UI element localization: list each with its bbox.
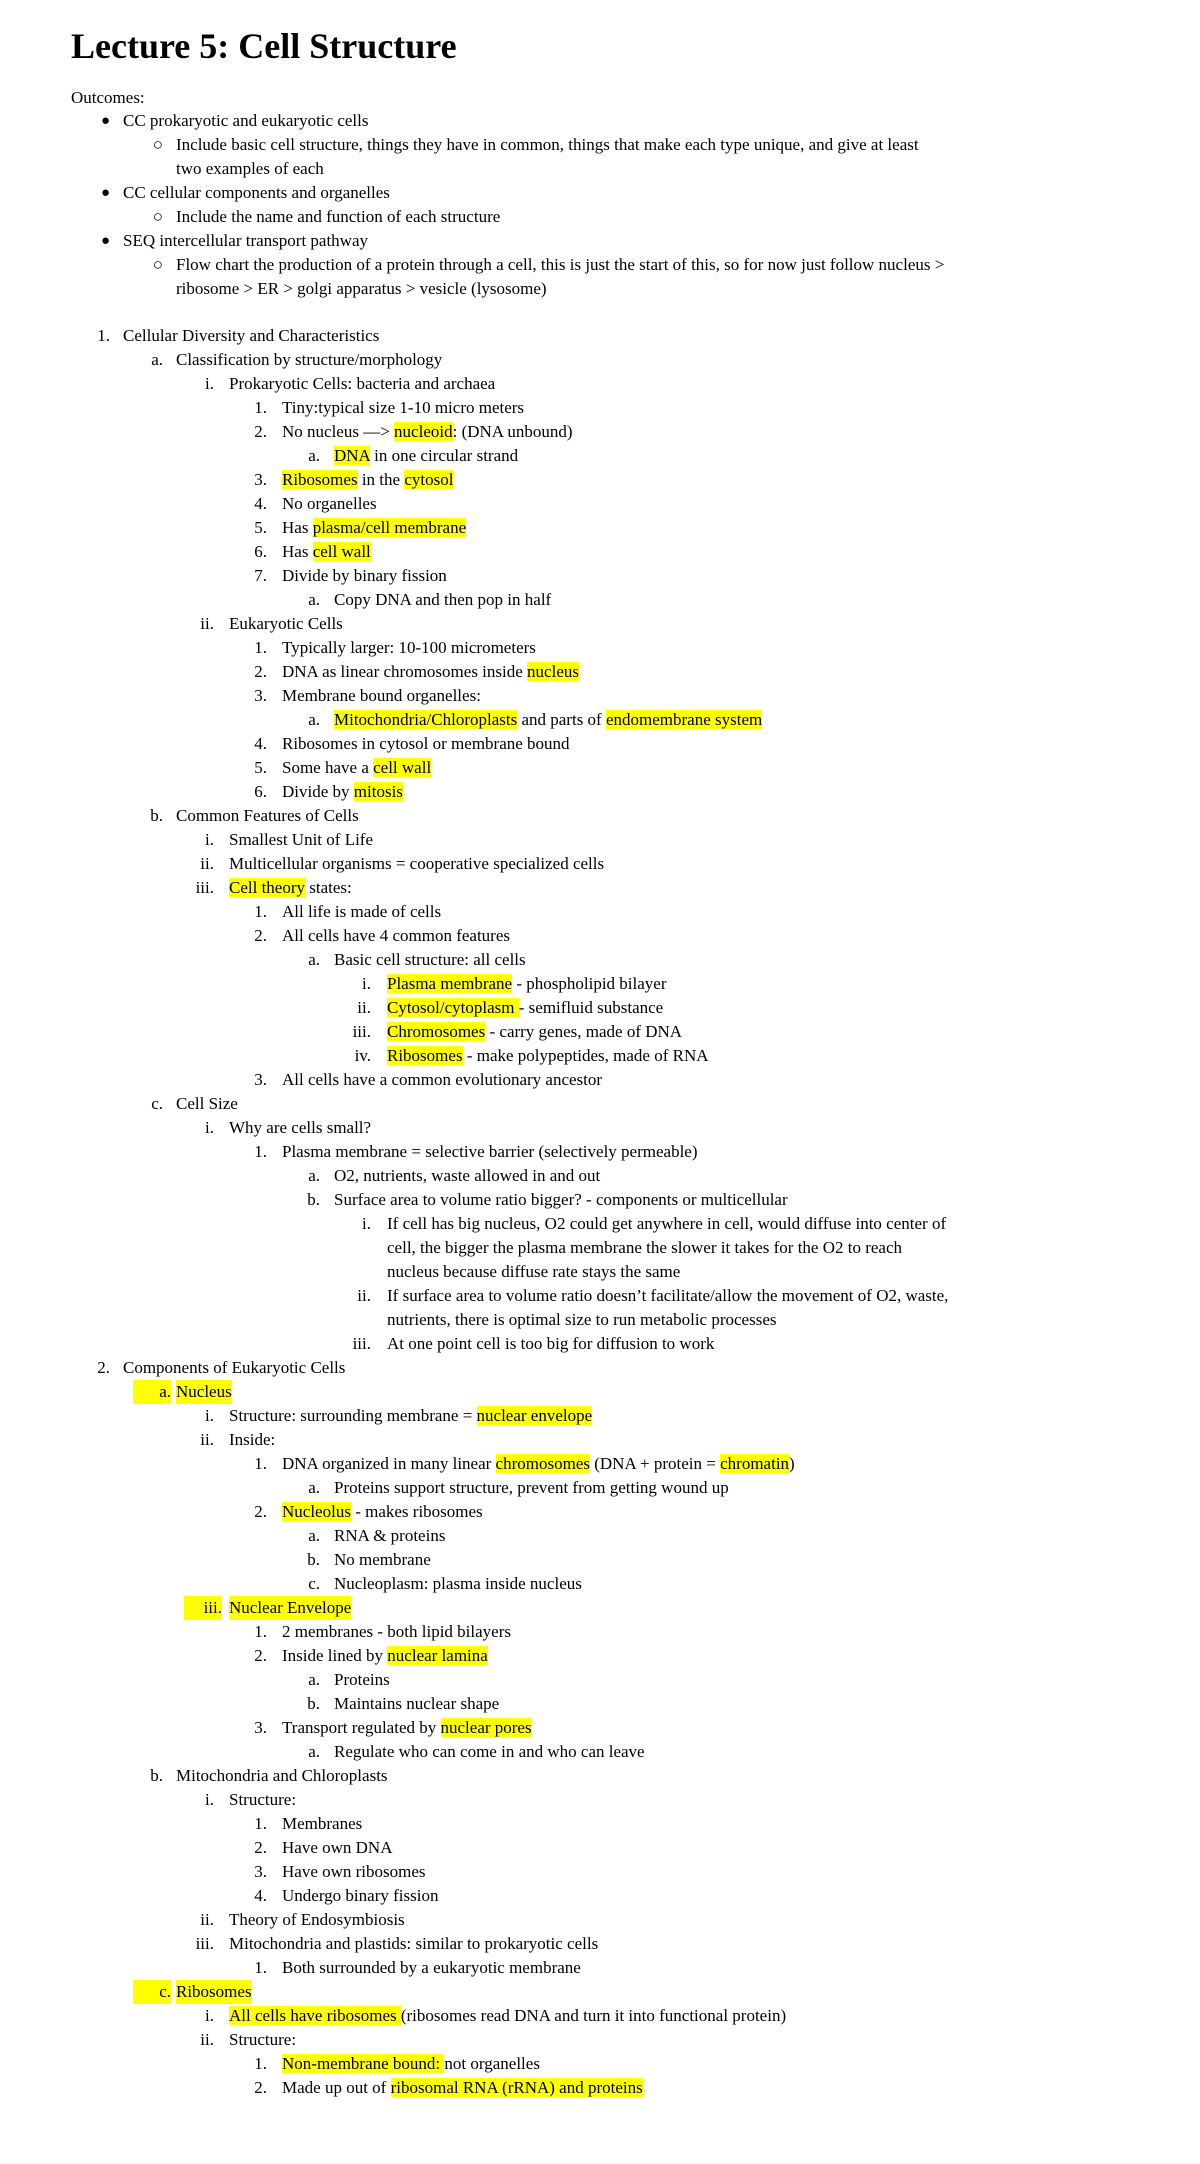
text-run: Components of Eukaryotic Cells — [123, 1358, 346, 1377]
list-marker: 3. — [254, 686, 267, 705]
list-marker: iii. — [195, 878, 214, 897]
highlighted-term: Cytosol/cytoplasm — [387, 998, 519, 1017]
text-run: and parts of — [517, 710, 606, 729]
text-run: Inside: — [229, 1430, 276, 1449]
highlighted-term: nuclear envelope — [476, 1406, 593, 1425]
list-item — [229, 1908, 405, 1932]
list-item — [229, 2028, 296, 2052]
highlighted-term: cytosol — [404, 470, 454, 489]
list-marker: a. — [308, 1670, 320, 1689]
list-item — [282, 684, 481, 708]
list-item — [282, 1860, 426, 1884]
list-item — [282, 1836, 392, 1860]
list-item — [387, 1308, 776, 1332]
list-item — [334, 708, 762, 732]
text-run: Why are cells small? — [229, 1118, 372, 1137]
list-marker: a. — [308, 1526, 320, 1545]
text-run: (ribosomes read DNA and turn it into functional protein) — [400, 2006, 787, 2025]
list-marker: a. — [308, 1166, 320, 1185]
list-item — [123, 324, 379, 348]
list-item — [282, 2052, 540, 2076]
text-run: Regulate who can come in and who can leave — [334, 1742, 645, 1761]
text-run: Nucleoplasm: plasma inside nucleus — [334, 1574, 582, 1593]
list-item — [282, 420, 573, 444]
list-item — [176, 157, 324, 181]
text-run: Maintains nuclear shape — [334, 1694, 500, 1713]
list-item — [387, 1284, 948, 1308]
list-marker: a. — [151, 350, 163, 369]
list-marker: 2. — [254, 1646, 267, 1665]
text-run: Include basic cell structure, things they have in common, things that make each type unique, and give at least — [176, 135, 919, 154]
text-run: nutrients, there is optimal size to run metabolic processes — [387, 1310, 777, 1329]
list-item — [387, 1332, 714, 1356]
text-run: RNA & proteins — [334, 1526, 446, 1545]
highlighted-term: chromosomes — [495, 1454, 590, 1473]
text-run: Membrane bound organelles: — [282, 686, 481, 705]
list-marker: b. — [150, 1766, 163, 1785]
highlighted-term: Ribosomes — [387, 1046, 463, 1065]
text-run: Undergo binary fission — [282, 1886, 439, 1905]
list-item — [176, 1092, 238, 1116]
list-marker: c. — [151, 1094, 163, 1113]
text-run: DNA as linear chromosomes inside — [282, 662, 528, 681]
highlighted-term: nuclear lamina — [387, 1646, 488, 1665]
list-item — [229, 1596, 351, 1620]
highlighted-term: Ribosomes — [282, 470, 358, 489]
list-marker: ● — [100, 113, 110, 129]
text-run: Mitochondria and plastids: similar to prokaryotic cells — [229, 1934, 599, 1953]
list-item — [334, 1668, 390, 1692]
text-run: Include the name and function of each structure — [176, 207, 501, 226]
list-item — [282, 660, 579, 684]
list-marker: 1. — [97, 326, 110, 345]
text-run: - make polypeptides, made of RNA — [462, 1046, 709, 1065]
list-marker: 1. — [254, 398, 267, 417]
text-run: O2, nutrients, waste allowed in and out — [334, 1166, 601, 1185]
highlighted-term: Plasma membrane — [387, 974, 513, 993]
highlighted-term: Chromosomes — [387, 1022, 486, 1041]
list-item — [176, 348, 442, 372]
text-run: states: — [305, 878, 352, 897]
list-marker: 7. — [254, 566, 267, 585]
list-item — [71, 86, 145, 110]
list-marker: 1. — [254, 1454, 267, 1473]
list-item — [282, 636, 536, 660]
list-marker: c. — [133, 1980, 171, 2004]
highlighted-term: nucleus — [527, 662, 579, 681]
highlighted-term: Mitochondria/Chloroplasts — [334, 710, 518, 729]
text-run: not organelles — [444, 2054, 540, 2073]
highlighted-term: endomembrane system — [605, 710, 763, 729]
list-item — [334, 1692, 499, 1716]
text-run: Membranes — [282, 1814, 363, 1833]
text-run: Structure: — [229, 1790, 297, 1809]
list-item — [387, 1236, 902, 1260]
text-run: CC cellular components and organelles — [123, 183, 390, 202]
text-run: Divide by — [282, 782, 354, 801]
highlighted-term: chromatin — [720, 1454, 790, 1473]
text-run: DNA organized in many linear — [282, 1454, 496, 1473]
list-marker: 4. — [254, 1886, 267, 1905]
text-run: If cell has big nucleus, O2 could get anywhere in cell, would diffuse into center of — [387, 1214, 947, 1233]
text-run: No nucleus —> — [282, 422, 395, 441]
text-run: Smallest Unit of Life — [229, 830, 374, 849]
highlighted-term: mitosis — [353, 782, 403, 801]
list-item — [387, 1020, 682, 1044]
highlighted-term: Non-membrane bound: — [282, 2054, 445, 2073]
text-run: SEQ intercellular transport pathway — [123, 231, 369, 250]
list-item — [229, 2004, 786, 2028]
list-marker: ii. — [357, 1286, 371, 1305]
list-item — [176, 277, 547, 301]
list-marker: ii. — [200, 1430, 214, 1449]
list-marker: a. — [308, 1742, 320, 1761]
list-item — [282, 540, 371, 564]
list-item — [282, 1644, 488, 1668]
list-marker: 2. — [254, 662, 267, 681]
list-item — [282, 1140, 698, 1164]
list-item — [176, 1764, 388, 1788]
highlighted-term: DNA — [334, 446, 370, 465]
text-run: Cellular Diversity and Characteristics — [123, 326, 380, 345]
text-run: All cells have 4 common features — [282, 926, 511, 945]
highlighted-term: ribosomal RNA (rRNA) and proteins — [390, 2078, 643, 2097]
text-run: If surface area to volume ratio doesn’t facilitate/allow the movement of O2, waste, — [387, 1286, 949, 1305]
text-run: Multicellular organisms = cooperative specialized cells — [229, 854, 605, 873]
list-marker: 2. — [97, 1358, 110, 1377]
list-item — [334, 1164, 600, 1188]
highlighted-term: cell wall — [373, 758, 432, 777]
list-item — [282, 1620, 511, 1644]
text-run: Prokaryotic Cells: bacteria and archaea — [229, 374, 496, 393]
list-marker: 1. — [254, 2054, 267, 2073]
text-run: - carry genes, made of DNA — [485, 1022, 683, 1041]
list-item — [334, 1572, 582, 1596]
list-item — [282, 780, 403, 804]
list-marker: b. — [150, 806, 163, 825]
list-marker: 4. — [254, 494, 267, 513]
list-marker: 6. — [254, 782, 267, 801]
text-run: Proteins support structure, prevent from getting wound up — [334, 1478, 729, 1497]
text-run: Outcomes: — [71, 88, 145, 107]
list-marker: i. — [205, 374, 214, 393]
text-run: Common Features of Cells — [176, 806, 359, 825]
text-run: 2 membranes - both lipid bilayers — [282, 1622, 511, 1641]
list-item — [334, 444, 518, 468]
text-run: Copy DNA and then pop in half — [334, 590, 552, 609]
list-marker: 2. — [254, 1838, 267, 1857]
list-item — [282, 1956, 581, 1980]
list-item — [282, 1500, 483, 1524]
list-marker: i. — [362, 974, 371, 993]
list-item — [176, 1380, 232, 1404]
list-marker: 3. — [254, 1718, 267, 1737]
highlighted-term: Nucleolus — [282, 1502, 351, 1521]
list-item — [229, 1404, 592, 1428]
list-item — [282, 468, 453, 492]
list-marker: b. — [307, 1550, 320, 1569]
text-run: Plasma membrane = selective barrier (selectively permeable) — [282, 1142, 698, 1161]
list-item — [229, 612, 343, 636]
list-item — [282, 396, 524, 420]
list-marker: ii. — [200, 1910, 214, 1929]
highlighted-term: cell wall — [312, 542, 371, 561]
text-run: Surface area to volume ratio bigger? - components or multicellular — [334, 1190, 788, 1209]
text-run: Have own DNA — [282, 1838, 393, 1857]
text-run: ribosome > ER > golgi apparatus > vesicle (lysosome) — [176, 279, 547, 298]
text-run: Some have a — [282, 758, 374, 777]
list-item — [176, 205, 500, 229]
text-run: All cells have a common evolutionary ancestor — [282, 1070, 603, 1089]
highlighted-term: plasma/cell membrane — [312, 518, 467, 537]
list-item — [176, 133, 919, 157]
text-run: Made up out of — [282, 2078, 391, 2097]
list-marker: 3. — [254, 1070, 267, 1089]
list-marker: ii. — [357, 998, 371, 1017]
text-run: - semifluid substance — [518, 998, 664, 1017]
list-item — [387, 1212, 946, 1236]
list-marker: iii. — [184, 1596, 222, 1620]
text-run: Have own ribosomes — [282, 1862, 426, 1881]
list-marker: 3. — [254, 1862, 267, 1881]
text-run: in the — [357, 470, 405, 489]
text-run: : (DNA unbound) — [452, 422, 573, 441]
list-item — [229, 876, 352, 900]
list-item — [282, 732, 570, 756]
text-run: in one circular strand — [369, 446, 519, 465]
list-item — [282, 2076, 643, 2100]
list-marker: iii. — [352, 1334, 371, 1353]
list-marker: 1. — [254, 1142, 267, 1161]
list-item — [229, 828, 373, 852]
list-item — [176, 804, 359, 828]
list-marker: 2. — [254, 1502, 267, 1521]
list-item — [282, 1068, 602, 1092]
list-marker: i. — [205, 1118, 214, 1137]
list-marker: b. — [307, 1190, 320, 1209]
list-item — [334, 1188, 788, 1212]
list-item — [334, 1548, 431, 1572]
list-item — [387, 1044, 709, 1068]
list-item — [282, 492, 377, 516]
list-item — [123, 181, 390, 205]
list-item — [282, 1452, 795, 1476]
text-run: - makes ribosomes — [350, 1502, 483, 1521]
list-item — [229, 852, 604, 876]
list-marker: ● — [100, 185, 110, 201]
list-marker: b. — [307, 1694, 320, 1713]
list-marker: ii. — [200, 614, 214, 633]
list-marker: 2. — [254, 2078, 267, 2097]
list-item — [282, 564, 447, 588]
list-marker: iii. — [352, 1022, 371, 1041]
list-marker: iii. — [195, 1934, 214, 1953]
list-marker: ii. — [200, 2030, 214, 2049]
text-run: Has — [282, 542, 313, 561]
list-marker: 1. — [254, 1622, 267, 1641]
list-marker: iv. — [354, 1046, 371, 1065]
text-run: Has — [282, 518, 313, 537]
list-item — [123, 229, 368, 253]
list-item — [123, 1356, 345, 1380]
text-run: No membrane — [334, 1550, 431, 1569]
list-marker: ii. — [200, 854, 214, 873]
list-item — [334, 948, 526, 972]
text-run: Theory of Endosymbiosis — [229, 1910, 405, 1929]
text-run: nucleus because diffuse rate stays the same — [387, 1262, 681, 1281]
text-run: cell, the bigger the plasma membrane the slower it takes for the O2 to reach — [387, 1238, 903, 1257]
list-item — [387, 996, 663, 1020]
list-item — [123, 109, 368, 133]
text-run: No organelles — [282, 494, 377, 513]
text-run: All life is made of cells — [282, 902, 442, 921]
list-item — [282, 516, 466, 540]
text-run: Structure: surrounding membrane = — [229, 1406, 477, 1425]
list-marker: ○ — [152, 135, 163, 154]
text-run: Structure: — [229, 2030, 297, 2049]
list-marker: 5. — [254, 518, 267, 537]
list-marker: i. — [205, 830, 214, 849]
text-run: Tiny:typical size 1-10 micro meters — [282, 398, 525, 417]
text-run: Typically larger: 10-100 micrometers — [282, 638, 536, 657]
list-marker: 2. — [254, 422, 267, 441]
list-item — [282, 1812, 362, 1836]
list-item — [282, 1716, 532, 1740]
highlighted-term: Cell theory — [229, 878, 306, 897]
list-marker: 6. — [254, 542, 267, 561]
list-marker: i. — [362, 1214, 371, 1233]
list-item — [282, 900, 441, 924]
text-run: - phospholipid bilayer — [512, 974, 667, 993]
page-title: Lecture 5: Cell Structure — [71, 26, 457, 66]
list-marker: 4. — [254, 734, 267, 753]
list-marker: a. — [133, 1380, 171, 1404]
text-run: two examples of each — [176, 159, 324, 178]
list-marker: 3. — [254, 470, 267, 489]
list-marker: 1. — [254, 1958, 267, 1977]
list-item — [334, 588, 551, 612]
highlighted-term: Nuclear Envelope — [229, 1598, 352, 1617]
text-run: CC prokaryotic and eukaryotic cells — [123, 111, 369, 130]
highlighted-term: All cells have ribosomes — [229, 2006, 401, 2025]
list-marker: c. — [308, 1574, 320, 1593]
list-item — [229, 372, 495, 396]
list-item — [334, 1524, 445, 1548]
text-run: Inside lined by — [282, 1646, 388, 1665]
list-item — [176, 253, 944, 277]
list-marker: 1. — [254, 902, 267, 921]
list-item — [229, 1932, 598, 1956]
list-item — [282, 756, 431, 780]
text-run: Transport regulated by — [282, 1718, 441, 1737]
list-item — [334, 1476, 729, 1500]
list-item — [282, 1884, 438, 1908]
list-marker: a. — [308, 446, 320, 465]
text-run: ) — [789, 1454, 795, 1473]
text-run: Flow chart the production of a protein through a cell, this is just the start of this, so for now just follow nucleus > — [176, 255, 945, 274]
list-marker: i. — [205, 2006, 214, 2025]
highlighted-term: Ribosomes — [176, 1982, 252, 2001]
list-marker: i. — [205, 1790, 214, 1809]
list-marker: a. — [308, 1478, 320, 1497]
list-marker: a. — [308, 590, 320, 609]
list-marker: 1. — [254, 638, 267, 657]
text-run: Cell Size — [176, 1094, 238, 1113]
list-item — [282, 924, 510, 948]
list-marker: a. — [308, 950, 320, 969]
list-item — [176, 1980, 252, 2004]
list-marker: i. — [205, 1406, 214, 1425]
text-run: Both surrounded by a eukaryotic membrane — [282, 1958, 581, 1977]
list-item — [229, 1116, 371, 1140]
text-run: Mitochondria and Chloroplasts — [176, 1766, 388, 1785]
list-marker: a. — [308, 710, 320, 729]
list-marker: 2. — [254, 926, 267, 945]
list-marker: ● — [100, 233, 110, 249]
list-marker: ○ — [152, 255, 163, 274]
list-item — [387, 1260, 680, 1284]
list-item — [387, 972, 667, 996]
list-item — [229, 1788, 296, 1812]
text-run: Classification by structure/morphology — [176, 350, 443, 369]
highlighted-term: Nucleus — [176, 1382, 232, 1401]
list-item — [334, 1740, 645, 1764]
text-run: Divide by binary fission — [282, 566, 447, 585]
highlighted-term: nucleoid — [394, 422, 453, 441]
text-run: Eukaryotic Cells — [229, 614, 343, 633]
list-marker: ○ — [152, 207, 163, 226]
text-run: (DNA + protein = — [589, 1454, 721, 1473]
highlighted-term: nuclear pores — [440, 1718, 532, 1737]
list-marker: 5. — [254, 758, 267, 777]
list-marker: 1. — [254, 1814, 267, 1833]
text-run: Basic cell structure: all cells — [334, 950, 526, 969]
list-item — [229, 1428, 275, 1452]
text-run: Proteins — [334, 1670, 390, 1689]
text-run: Ribosomes in cytosol or membrane bound — [282, 734, 570, 753]
text-run: At one point cell is too big for diffusion to work — [387, 1334, 715, 1353]
